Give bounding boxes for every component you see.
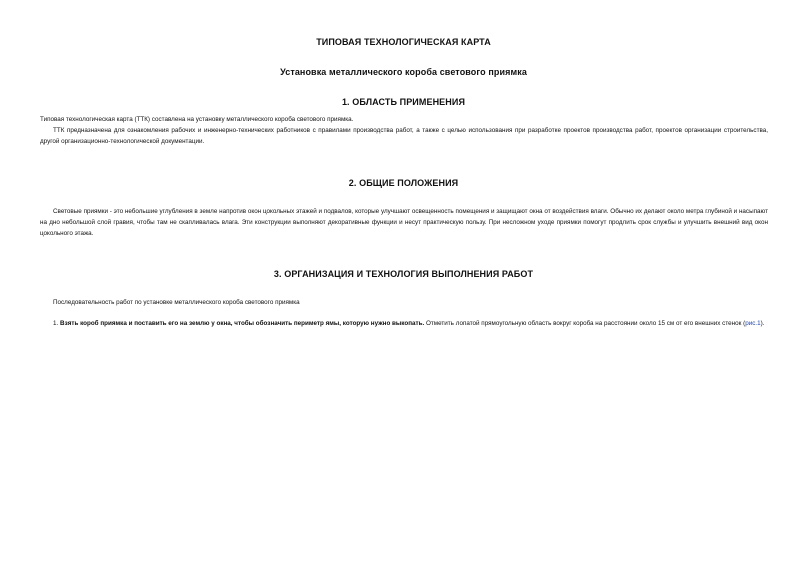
step-1-text: Отметить лопатой прямоугольную область вокруг короба на расстоянии около 15 см от его внешних стенок ( <box>424 320 746 327</box>
figure-1-link[interactable]: рис.1 <box>745 320 761 327</box>
section-2-paragraph-1: Световые приямки - это небольшие углубления в земле напротив окон цокольных этажей и подвалов, которые улучшают освещенность помещения и защищают окна от воздействия влаги. Обычно их делают около метра глубиной и насыпают на дно небольшой слой гравия, чтобы там не скапливалась влага. Эти конструкции выполняют декоративные функции и несут практическую пользу. При несложном уходе приямки помогут продлить срок службы и улучшить внешний вид окон цокольного этажа. <box>40 208 768 237</box>
section-1-paragraph-1: Типовая технологическая карта (ТТК) составлена на установку металлического короба светового приямка. <box>40 116 354 123</box>
step-1-number: 1. <box>53 320 61 327</box>
step-1-end: ). <box>760 320 765 327</box>
step-1-bold-text: Взять короб приямка и поставить его на землю у окна, чтобы обозначить периметр ямы, которую нужно выкопать. <box>60 320 425 327</box>
document-title: ТИПОВАЯ ТЕХНОЛОГИЧЕСКАЯ КАРТА <box>316 37 491 47</box>
section-3-intro: Последовательность работ по установке металлического короба светового приямка <box>53 299 300 306</box>
section-3-heading: 3. ОРГАНИЗАЦИЯ И ТЕХНОЛОГИЯ ВЫПОЛНЕНИЯ РАБОТ <box>273 269 534 279</box>
document-subtitle: Установка металлического короба светового приямка <box>280 67 527 77</box>
section-2-heading: 2. ОБЩИЕ ПОЛОЖЕНИЯ <box>348 178 459 188</box>
section-1-paragraph-2: ТТК предназначена для ознакомления рабочих и инженерно-технических работников с правилами производства работ, а также с целью использования при разработке проектов производства работ, проектов организации строительства, другой организационно-технологической документации. <box>40 127 768 145</box>
section-1-heading: 1. ОБЛАСТЬ ПРИМЕНЕНИЯ <box>341 97 466 107</box>
section-3-step-1 <box>40 318 768 329</box>
section-1-body <box>40 114 768 147</box>
